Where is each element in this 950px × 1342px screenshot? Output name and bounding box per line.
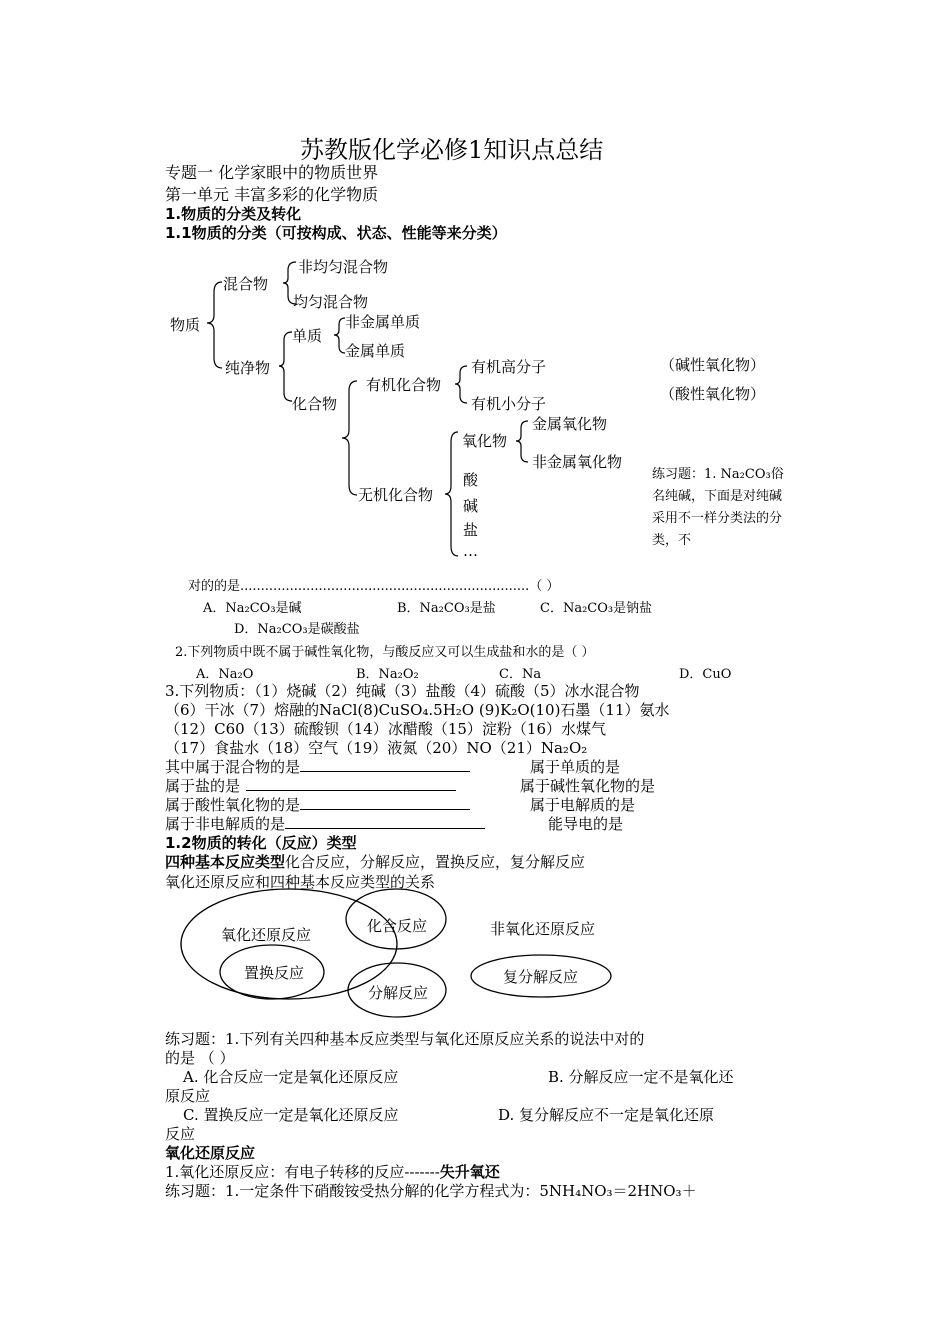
- ex3-nonelectro-blank[interactable]: [285, 814, 485, 829]
- ex3-electro-label: 属于电解质的是: [530, 796, 636, 814]
- ex1-option-b: B．Na₂CO₃是盐: [397, 601, 496, 616]
- tree-mixture: 混合物: [223, 275, 269, 293]
- ex3-acidic-blank[interactable]: [300, 795, 470, 810]
- tree-oxide: 氧化物: [462, 432, 508, 450]
- ex3-basic-label: 属于碱性氧化物的是: [520, 777, 656, 795]
- ex2-option-d: D．CuO: [679, 667, 732, 682]
- tree-hetero: 非均匀混合物: [298, 258, 389, 276]
- classification-tree: [0, 0, 950, 580]
- ex1-side-text: 练习题：1. Na₂CO₃俗名纯碱，下面是对纯碱采用不一样分类法的分类，不: [652, 467, 784, 548]
- ex3-mixture-row: [165, 756, 470, 777]
- section-1-2-heading: 1.2物质的转化（反应）类型: [165, 834, 357, 852]
- ex4-option-b-cont: 原反应: [165, 1087, 211, 1105]
- venn-combination: 化合反应: [367, 917, 428, 935]
- ex1-option-d: D．Na₂CO₃是碳酸盐: [234, 622, 360, 637]
- ex3-line-3: （12）C60（13）硫酸钡（14）冰醋酸（15）淀粉（16）水煤气: [165, 720, 607, 738]
- ex2-option-a: A．Na₂O: [196, 667, 254, 682]
- ex4-option-a: A. 化合反应一定是氧化还原反应: [183, 1068, 399, 1086]
- four-types-text: 化合反应，分解反应，置换反应，复分解反应: [285, 853, 586, 871]
- ex2-option-c: C．Na: [499, 667, 542, 682]
- ex2-question: 2.下列物质中既不属于碱性氧化物，与酸反应又可以生成盐和水的是（ ）: [175, 645, 595, 660]
- topic-heading: 专题一 化学家眼中的物质世界: [165, 163, 379, 182]
- tree-nonmetal-oxide: 非金属氧化物: [532, 453, 623, 471]
- ex2-option-b: B．Na₂O₂: [356, 667, 419, 682]
- tree-organic: 有机化合物: [366, 376, 442, 394]
- ex4-question-2: 的是 （ ）: [165, 1049, 235, 1067]
- tree-base: 碱: [463, 497, 479, 515]
- tree-acidic-oxide: （酸性氧化物）: [660, 385, 766, 403]
- ex4-option-d: D. 复分解反应不一定是氧化还原: [498, 1106, 715, 1124]
- redox-definition: [165, 1161, 500, 1182]
- ex5-question: 练习题：1.一定条件下硝酸铵受热分解的化学方程式为：5NH₄NO₃＝2HNO₃＋: [165, 1182, 697, 1200]
- ex3-salt-blank[interactable]: [246, 776, 456, 791]
- ex3-line-2: （6）干冰（7）熔融的NaCl(8)CuSO₄.5H₂O (9)K₂O(10)石墨（11）氨水: [165, 701, 670, 719]
- page-title: 苏教版化学必修1知识点总结: [300, 136, 604, 164]
- section-1-heading: 1.物质的分类及转化: [165, 205, 302, 223]
- ex3-acidic-label: 属于酸性氧化物的是: [165, 796, 301, 814]
- ex3-mixture-label: 其中属于混合物的是: [165, 758, 301, 776]
- ex3-mixture-blank[interactable]: [300, 757, 470, 772]
- tree-element: 单质: [292, 327, 323, 345]
- tree-root: 物质: [170, 316, 201, 334]
- tree-salt: 盐: [463, 521, 479, 539]
- ex1-option-a: A．Na₂CO₃是碱: [203, 601, 302, 616]
- tree-etc: …: [463, 542, 478, 560]
- ex3-line-4: （17）食盐水（18）空气（19）液氮（20）NO（21）Na₂O₂: [165, 739, 588, 757]
- tree-homo: 均匀混合物: [293, 293, 369, 311]
- four-types-line: [165, 851, 585, 872]
- redox-definition-text: 1.氧化还原反应：有电子转移的反应-------: [165, 1163, 440, 1181]
- relation-line: 氧化还原反应和四种基本反应类型的关系: [165, 873, 436, 891]
- tree-metal: 金属单质: [345, 342, 406, 360]
- tree-inorganic: 无机化合物: [358, 486, 434, 504]
- ex3-nonelectro-label: 属于非电解质的是: [165, 815, 286, 833]
- four-types-label: 四种基本反应类型: [165, 853, 286, 871]
- tree-nonmetal: 非金属单质: [345, 313, 421, 331]
- venn-double: 复分解反应: [503, 968, 579, 986]
- venn-nonredox: 非氧化还原反应: [490, 920, 596, 938]
- tree-compound: 化合物: [292, 395, 338, 413]
- ex3-element-label: 属于单质的是: [530, 758, 621, 776]
- unit-heading: 第一单元 丰富多彩的化学物质: [165, 185, 379, 204]
- ex3-conduct-label: 能导电的是: [548, 815, 624, 833]
- ex3-line-1: 3.下列物质：（1）烧碱（2）纯碱（3）盐酸（4）硫酸（5）冰水混合物: [165, 682, 640, 700]
- ex3-nonelectro-row: [165, 813, 485, 834]
- ex4-option-b: B. 分解反应一定不是氧化还: [548, 1068, 734, 1086]
- tree-acid: 酸: [463, 471, 479, 489]
- ex1-continuation: 对的的是......................................................................（ ）: [188, 579, 560, 594]
- redox-mnemonic: 失升氧还: [439, 1163, 500, 1181]
- tree-metal-oxide: 金属氧化物: [532, 415, 608, 433]
- tree-small: 有机小分子: [471, 395, 547, 413]
- venn-displacement: 置换反应: [244, 964, 305, 982]
- ex4-option-d-cont: 反应: [165, 1125, 196, 1143]
- ex1-option-c: C．Na₂CO₃是钠盐: [540, 601, 653, 616]
- venn-redox: 氧化还原反应: [221, 926, 312, 944]
- redox-heading: 氧化还原反应: [165, 1144, 256, 1162]
- reaction-venn-diagram: [0, 880, 950, 1020]
- ex4-question-1: 练习题：1.下列有关四种基本反应类型与氧化还原反应关系的说法中对的: [165, 1030, 645, 1048]
- section-1-1-heading: 1.1物质的分类（可按构成、状态、性能等来分类）: [165, 224, 507, 242]
- ex3-acidic-row: [165, 794, 470, 815]
- tree-basic-oxide: （碱性氧化物）: [660, 356, 766, 374]
- venn-decomposition: 分解反应: [368, 984, 429, 1002]
- tree-polymer: 有机高分子: [471, 358, 547, 376]
- ex3-salt-row: [165, 775, 456, 796]
- ex3-salt-label: 属于盐的是: [165, 777, 241, 795]
- ex4-option-c: C. 置换反应一定是氧化还原反应: [183, 1106, 399, 1124]
- tree-pure: 纯净物: [225, 359, 271, 377]
